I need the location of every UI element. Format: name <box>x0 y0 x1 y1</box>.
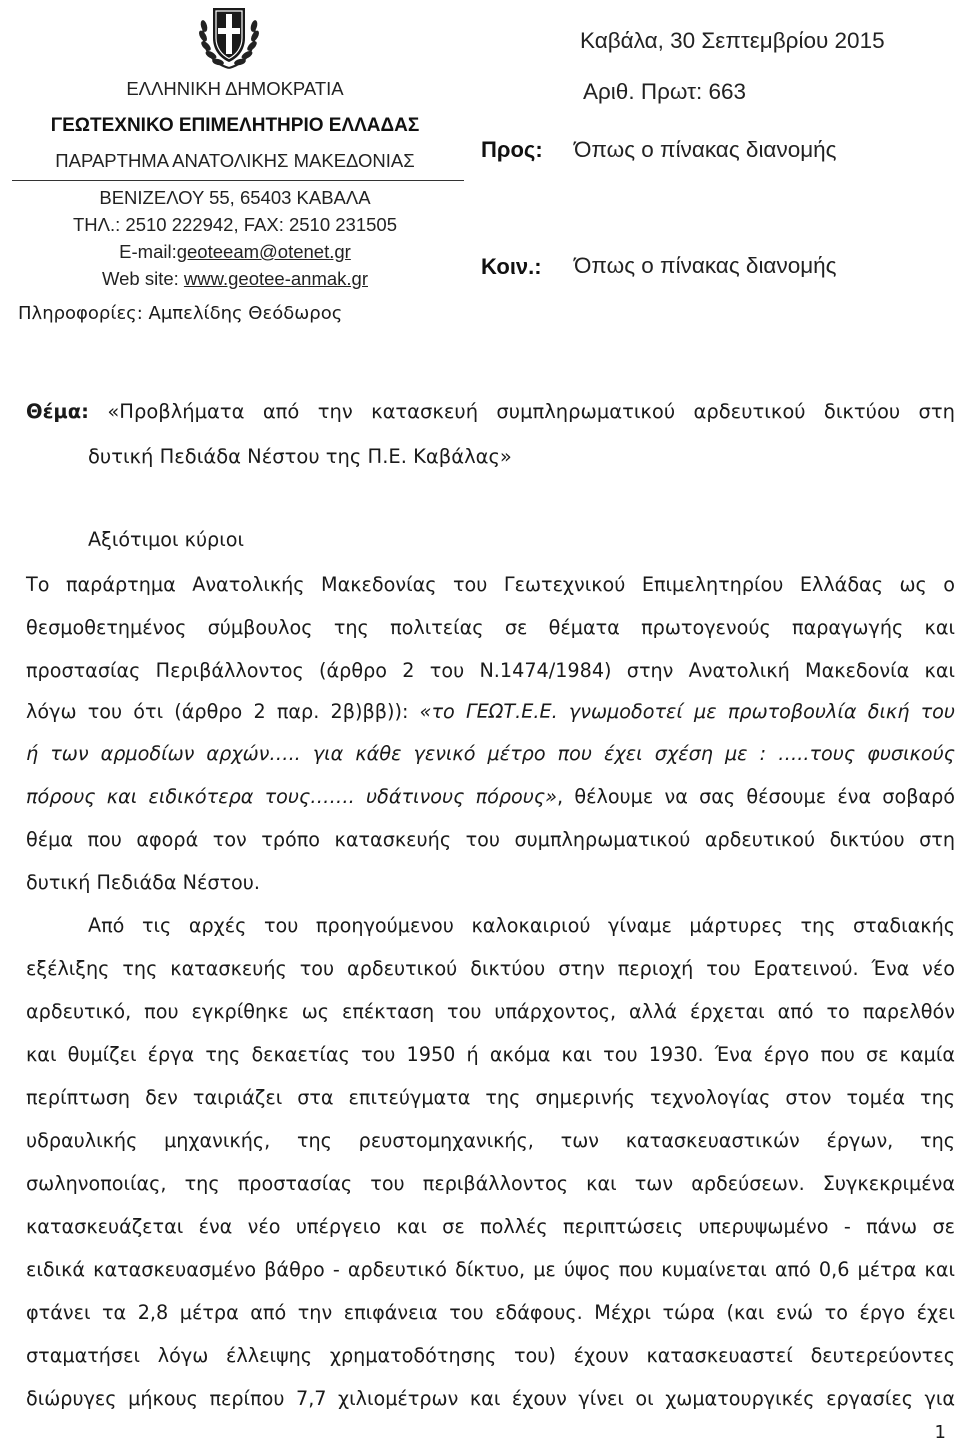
subject-line-2: δυτική Πεδιάδα Νέστου της Π.Ε. Καβάλας» <box>88 445 512 468</box>
legal-reference: λόγω του ότι (άρθρο 2 παρ. 2β)ββ)): <box>26 700 420 723</box>
website-link[interactable]: www.geotee-anmak.gr <box>183 268 368 289</box>
paragraph-1-last-line: δυτική Πεδιάδα Νέστου. <box>26 871 260 894</box>
org-phone: ΤΗΛ.: 2510 222942, FAX: 2510 231505 <box>72 214 397 235</box>
paragraph-2-line: αρδευτικό, που εγκρίθηκε ως επέκταση του υπάρχοντος, αλλά έρχεται από το παρελθόν <box>26 1000 955 1023</box>
paragraph-1-line: Το παράρτημα Ανατολικής Μακεδονίας του Γεωτεχνικού Επιμελητηρίου Ελλάδας ως ο <box>26 573 955 596</box>
page-number: 1 <box>934 1422 946 1443</box>
paragraph-1-line-italic: ή των αρμοδίων αρχών….. για κάθε γενικό μέτρο που έχει σχέση με : …..τους φυσικούς <box>26 742 955 765</box>
protocol-number: Αριθ. Πρωτ: 663 <box>583 79 747 104</box>
paragraph-1-line: θέμα που αφορά τον τρόπο κατασκευής του συμπληρωματικού αρδευτικού δικτύου στη <box>26 828 955 851</box>
paragraph-2-line: και θυμίζει έργα της δεκαετίας του 1950 ή ακόμα και του 1930. Ένα έργο που σε καμία <box>26 1043 955 1066</box>
paragraph-2-line: υδραυλικής μηχανικής, της ρευστομηχανικής, των κατασκευαστικών έργων, της <box>26 1129 955 1152</box>
paragraph-1-line <box>26 700 955 728</box>
paragraph-2-line: σωληνοποιίας, της προστασίας του περιβάλλοντος και των αρδεύσεων. Συγκεκριμένα <box>26 1172 955 1195</box>
paragraph-1-continuation: , θέλουμε να σας θέσουμε ένα σοβαρό <box>557 785 956 808</box>
subject-text-1: «Προβλήματα από την κατασκευή συμπληρωματικού αρδευτικού δικτύου στη <box>107 400 955 423</box>
letterhead-divider <box>12 180 464 181</box>
paragraph-2-line: σταματήσει λόγω έλλειψης χρηματοδότησης του) έχουν κατασκευαστεί δευτερεύοντες <box>26 1344 955 1367</box>
place-date: Καβάλα, 30 Σεπτεμβρίου 2015 <box>580 28 885 53</box>
paragraph-2-line: περίπτωση δεν ταιριάζει στα επιτεύγματα της σημερινής τεχνολογίας στον τομέα της <box>26 1086 955 1109</box>
paragraph-2-line: Από τις αρχές του προηγούμενου καλοκαιριού γίναμε μάρτυρες της σταδιακής <box>88 914 955 937</box>
paragraph-2-line: κατασκευάζεται ένα νέο υπέργειο και σε πολλές περιπτώσεις υπερυψωμένο - πάνω σε <box>26 1215 955 1238</box>
paragraph-2-line: εξέλιξης της κατασκευής του αρδευτικού δικτύου στην περιοχή του Ερατεινού. Ένα νέο <box>26 957 955 980</box>
email-link[interactable]: geoteeam@otenet.gr <box>176 241 351 262</box>
quotation-italic: «το ΓΕΩΤ.Ε.Ε. γνωμοδοτεί με πρωτοβουλία δική του <box>419 700 955 723</box>
quotation-italic-end: πόρους και ειδικότερα τους……. υδάτινους πόρους» <box>26 785 558 808</box>
org-email <box>0 241 470 263</box>
org-name: ΓΕΩΤΕΧΝΙΚΟ ΕΠΙΜΕΛΗΤΗΡΙΟ ΕΛΛΑΔΑΣ <box>50 115 420 136</box>
org-address: ΒΕΝΙΖΕΛΟΥ 55, 65403 ΚΑΒΑΛΑ <box>99 187 371 208</box>
paragraph-1-line: θεσμοθετημένος σύμβουλος της πολιτείας σε θέματα πρωτογενούς παραγωγής και <box>26 616 955 639</box>
org-website <box>0 268 470 290</box>
subject-line-1 <box>26 400 955 423</box>
paragraph-2-line: ειδικά κατασκευασμένο βάθρο - αρδευτικό δίκτυο, με ύψος που κυμαίνεται από 0,6 μέτρα και <box>26 1258 955 1281</box>
contact-info: Πληροφορίες: Αμπελίδης Θεόδωρος <box>18 303 343 324</box>
paragraph-1-line: προστασίας Περιβάλλοντος (άρθρο 2 του Ν.1474/1984) στην Ανατολική Μακεδονία και <box>26 659 955 682</box>
paragraph-2-line: φτάνει τα 2,8 μέτρα από την επιφάνεια του εδάφους. Μέχρι τώρα (και ενώ το έργο έχει <box>26 1301 955 1324</box>
web-prefix: Web site: <box>102 268 184 289</box>
to-value: Όπως ο πίνακας διανομής <box>574 137 837 162</box>
salutation: Αξιότιμοι κύριοι <box>88 528 244 551</box>
cc-label: Κοιν.: <box>481 254 542 279</box>
to-label: Προς: <box>481 137 543 162</box>
email-prefix: E-mail: <box>119 241 177 262</box>
paragraph-2-line: διώρυγες μήκους περίπου 7,7 χιλιομέτρων και έχουν γίνει οι χωματουργικές εργασίες για <box>26 1387 955 1410</box>
greek-state-emblem-icon <box>198 2 260 72</box>
org-line-1: ΕΛΛΗΝΙΚΗ ΔΗΜΟΚΡΑΤΙΑ <box>126 78 344 99</box>
paragraph-1-line <box>26 785 955 813</box>
cc-value: Όπως ο πίνακας διανομής <box>574 253 837 278</box>
org-branch: ΠΑΡΑΡΤΗΜΑ ΑΝΑΤΟΛΙΚΗΣ ΜΑΚΕΔΟΝΙΑΣ <box>55 150 415 171</box>
subject-label: Θέμα: <box>26 400 89 423</box>
